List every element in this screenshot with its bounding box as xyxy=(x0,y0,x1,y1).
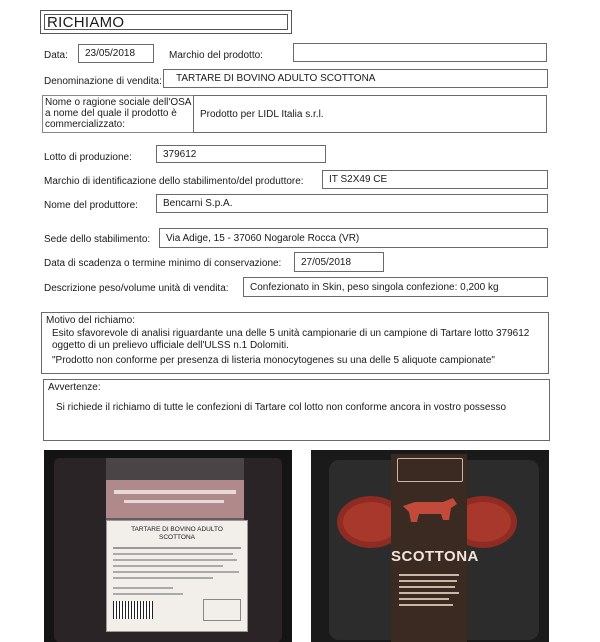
marchio-field xyxy=(293,43,547,62)
denominazione-value: TARTARE DI BOVINO ADULTO SCOTTONA xyxy=(176,73,376,84)
sleeve-line xyxy=(399,586,455,588)
sede-field xyxy=(159,228,548,248)
product-photo-right xyxy=(311,450,549,642)
scadenza-label: Data di scadenza o termine minimo di conservazione: xyxy=(44,258,282,269)
nome-osa-label-2: a nome del quale il prodotto è xyxy=(45,108,177,119)
nome-osa-field xyxy=(193,95,547,133)
label-line xyxy=(113,587,173,589)
label-title-1: TARTARE DI BOVINO ADULTO xyxy=(131,526,223,533)
motivo-line-2: oggetto di un prelievo ufficiale dell'ULSS n.1 Dolomiti. xyxy=(52,340,289,351)
marchio-id-value: IT S2X49 CE xyxy=(329,174,388,185)
marchio-value xyxy=(294,44,546,47)
lotto-field xyxy=(156,145,326,163)
avvertenze-section xyxy=(43,379,550,441)
sleeve-brand: SCOTTONA xyxy=(391,548,479,565)
lotto-label: Lotto di produzione: xyxy=(44,152,132,163)
sleeve-line xyxy=(399,592,459,594)
scadenza-field xyxy=(294,252,384,272)
denominazione-label: Denominazione di vendita: xyxy=(44,76,162,87)
avvertenze-heading: Avvertenze: xyxy=(48,382,101,393)
descrizione-field xyxy=(243,277,548,297)
data-value: 23/05/2018 xyxy=(85,48,136,59)
product-label xyxy=(106,520,248,632)
cow-icon xyxy=(397,494,461,528)
label-text-line xyxy=(114,490,236,494)
marchio-label: Marchio del prodotto: xyxy=(169,50,263,61)
sleeve-line xyxy=(399,574,459,576)
descrizione-value: Confezionato in Skin, peso singola confezione: 0,200 kg xyxy=(250,282,499,293)
produttore-value: Bencarni S.p.A. xyxy=(163,198,233,209)
produttore-field xyxy=(156,194,548,213)
motivo-heading: Motivo del richiamo: xyxy=(46,315,135,326)
motivo-section xyxy=(41,312,549,374)
sede-value: Via Adige, 15 - 37060 Nogarole Rocca (VR) xyxy=(166,233,360,244)
page-title: RICHIAMO xyxy=(44,14,288,30)
nome-osa-value: Prodotto per LIDL Italia s.r.l. xyxy=(200,109,324,120)
marchio-id-field xyxy=(322,170,548,189)
label-title-2: SCOTTONA xyxy=(159,534,195,541)
title-box xyxy=(40,10,292,34)
label-line xyxy=(113,577,213,579)
produttore-label: Nome del produttore: xyxy=(44,200,138,211)
sleeve-line xyxy=(399,598,449,600)
product-photo-left xyxy=(44,450,292,642)
lotto-value: 379612 xyxy=(163,149,197,160)
data-field xyxy=(78,44,154,63)
sede-label: Sede dello stabilimento: xyxy=(44,234,151,245)
label-line xyxy=(113,593,183,595)
sleeve-badge xyxy=(397,458,463,482)
nome-osa-label-box xyxy=(42,95,194,133)
label-text-line xyxy=(124,500,224,503)
price-box xyxy=(203,599,241,621)
denominazione-field xyxy=(163,69,548,88)
label-strip-top xyxy=(106,458,244,480)
motivo-line-1: Esito sfavorevole di analisi riguardante una delle 5 unità campionarie di un campione di Tartare lotto 379612 xyxy=(52,328,530,339)
motivo-line-3: "Prodotto non conforme per presenza di listeria monocytogenes su una delle 5 aliquote campionate" xyxy=(52,355,495,366)
label-strip-pink xyxy=(106,480,244,518)
nome-osa-label-1: Nome o ragione sociale dell'OSA xyxy=(45,97,192,108)
label-line xyxy=(113,571,239,573)
label-line xyxy=(113,559,237,561)
sleeve-line xyxy=(399,580,457,582)
scadenza-value: 27/05/2018 xyxy=(301,257,352,268)
marchio-id-label: Marchio di identificazione dello stabilimento/del produttore: xyxy=(44,176,304,187)
label-line xyxy=(113,547,241,549)
nome-osa-label-3: commercializzato: xyxy=(45,119,126,130)
data-label: Data: xyxy=(44,50,68,61)
avvertenze-line-1: Si richiede il richiamo di tutte le confezioni di Tartare col lotto non conforme ancora in vostro possesso xyxy=(56,402,507,413)
label-line xyxy=(113,565,223,567)
barcode xyxy=(113,601,153,619)
descrizione-label: Descrizione peso/volume unità di vendita: xyxy=(44,283,229,294)
label-line xyxy=(113,553,233,555)
sleeve-line xyxy=(399,604,453,606)
